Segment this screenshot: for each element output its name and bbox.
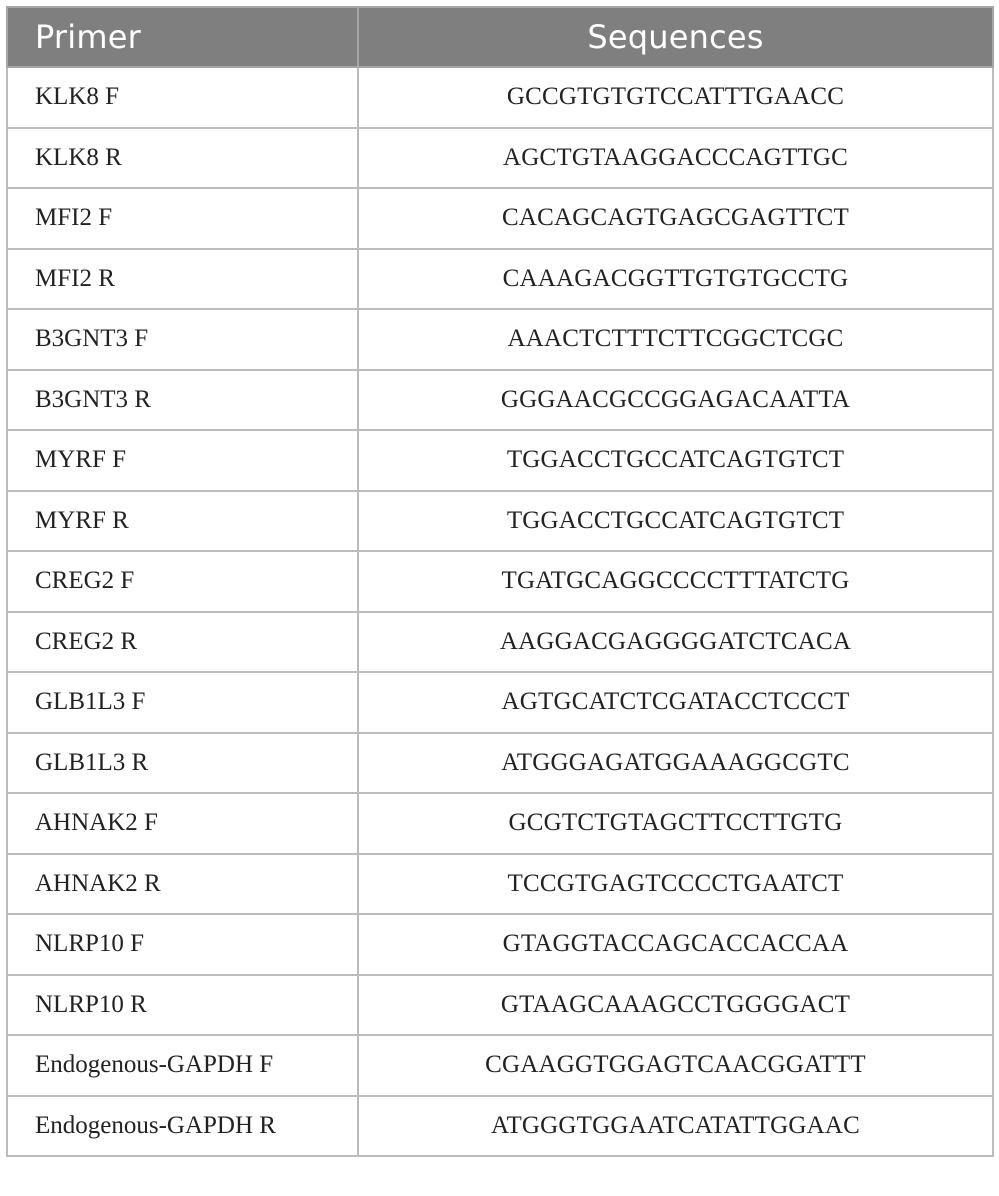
sequence-cell: TGATGCAGGCCCCTTTATCTG [358, 551, 993, 612]
table-row [7, 67, 993, 128]
table-row [7, 370, 993, 431]
table-row [7, 854, 993, 915]
primer-name-cell: MYRF R [7, 491, 358, 552]
primer-name-cell: MFI2 F [7, 188, 358, 249]
primer-name-cell: Endogenous-GAPDH R [7, 1096, 358, 1157]
primer-table [6, 6, 994, 1157]
sequence-cell: GCGTCTGTAGCTTCCTTGTG [358, 793, 993, 854]
table-row [7, 491, 993, 552]
sequence-cell: AAGGACGAGGGGATCTCACA [358, 612, 993, 673]
table-row [7, 551, 993, 612]
column-header-sequences: Sequences [358, 7, 993, 67]
table-row [7, 249, 993, 310]
table-row [7, 1035, 993, 1096]
header-row [7, 7, 993, 67]
sequence-cell: TCCGTGAGTCCCCTGAATCT [358, 854, 993, 915]
primer-name-cell: NLRP10 F [7, 914, 358, 975]
table-row [7, 128, 993, 189]
primer-name-cell: CREG2 R [7, 612, 358, 673]
primer-name-cell: GLB1L3 R [7, 733, 358, 794]
table-row [7, 1096, 993, 1157]
primer-name-cell: NLRP10 R [7, 975, 358, 1036]
primer-name-cell: KLK8 F [7, 67, 358, 128]
sequence-cell: GGGAACGCCGGAGACAATTA [358, 370, 993, 431]
sequence-cell: GCCGTGTGTCCATTTGAACC [358, 67, 993, 128]
table-row [7, 733, 993, 794]
sequence-cell: TGGACCTGCCATCAGTGTCT [358, 491, 993, 552]
table-row [7, 914, 993, 975]
sequence-cell: GTAAGCAAAGCCTGGGGACT [358, 975, 993, 1036]
table-row [7, 430, 993, 491]
primer-name-cell: MFI2 R [7, 249, 358, 310]
table-row [7, 975, 993, 1036]
sequence-cell: GTAGGTACCAGCACCACCAA [358, 914, 993, 975]
table-row [7, 309, 993, 370]
table-row [7, 672, 993, 733]
sequence-cell: AGTGCATCTCGATACCTCCCT [358, 672, 993, 733]
primer-name-cell: B3GNT3 F [7, 309, 358, 370]
primer-name-cell: Endogenous-GAPDH F [7, 1035, 358, 1096]
table-row [7, 188, 993, 249]
column-header-primer: Primer [7, 7, 358, 67]
table-row [7, 793, 993, 854]
primer-name-cell: AHNAK2 F [7, 793, 358, 854]
sequence-cell: AGCTGTAAGGACCCAGTTGC [358, 128, 993, 189]
sequence-cell: TGGACCTGCCATCAGTGTCT [358, 430, 993, 491]
primer-name-cell: GLB1L3 F [7, 672, 358, 733]
table-header [7, 7, 993, 67]
table-row [7, 612, 993, 673]
sequence-cell: ATGGGTGGAATCATATTGGAAC [358, 1096, 993, 1157]
primer-table-container [6, 6, 992, 1157]
primer-name-cell: AHNAK2 R [7, 854, 358, 915]
sequence-cell: AAACTCTTTCTTCGGCTCGC [358, 309, 993, 370]
primer-name-cell: B3GNT3 R [7, 370, 358, 431]
table-body [7, 67, 993, 1156]
sequence-cell: CGAAGGTGGAGTCAACGGATTT [358, 1035, 993, 1096]
sequence-cell: CACAGCAGTGAGCGAGTTCT [358, 188, 993, 249]
primer-name-cell: CREG2 F [7, 551, 358, 612]
primer-name-cell: MYRF F [7, 430, 358, 491]
sequence-cell: CAAAGACGGTTGTGTGCCTG [358, 249, 993, 310]
sequence-cell: ATGGGAGATGGAAAGGCGTC [358, 733, 993, 794]
primer-name-cell: KLK8 R [7, 128, 358, 189]
